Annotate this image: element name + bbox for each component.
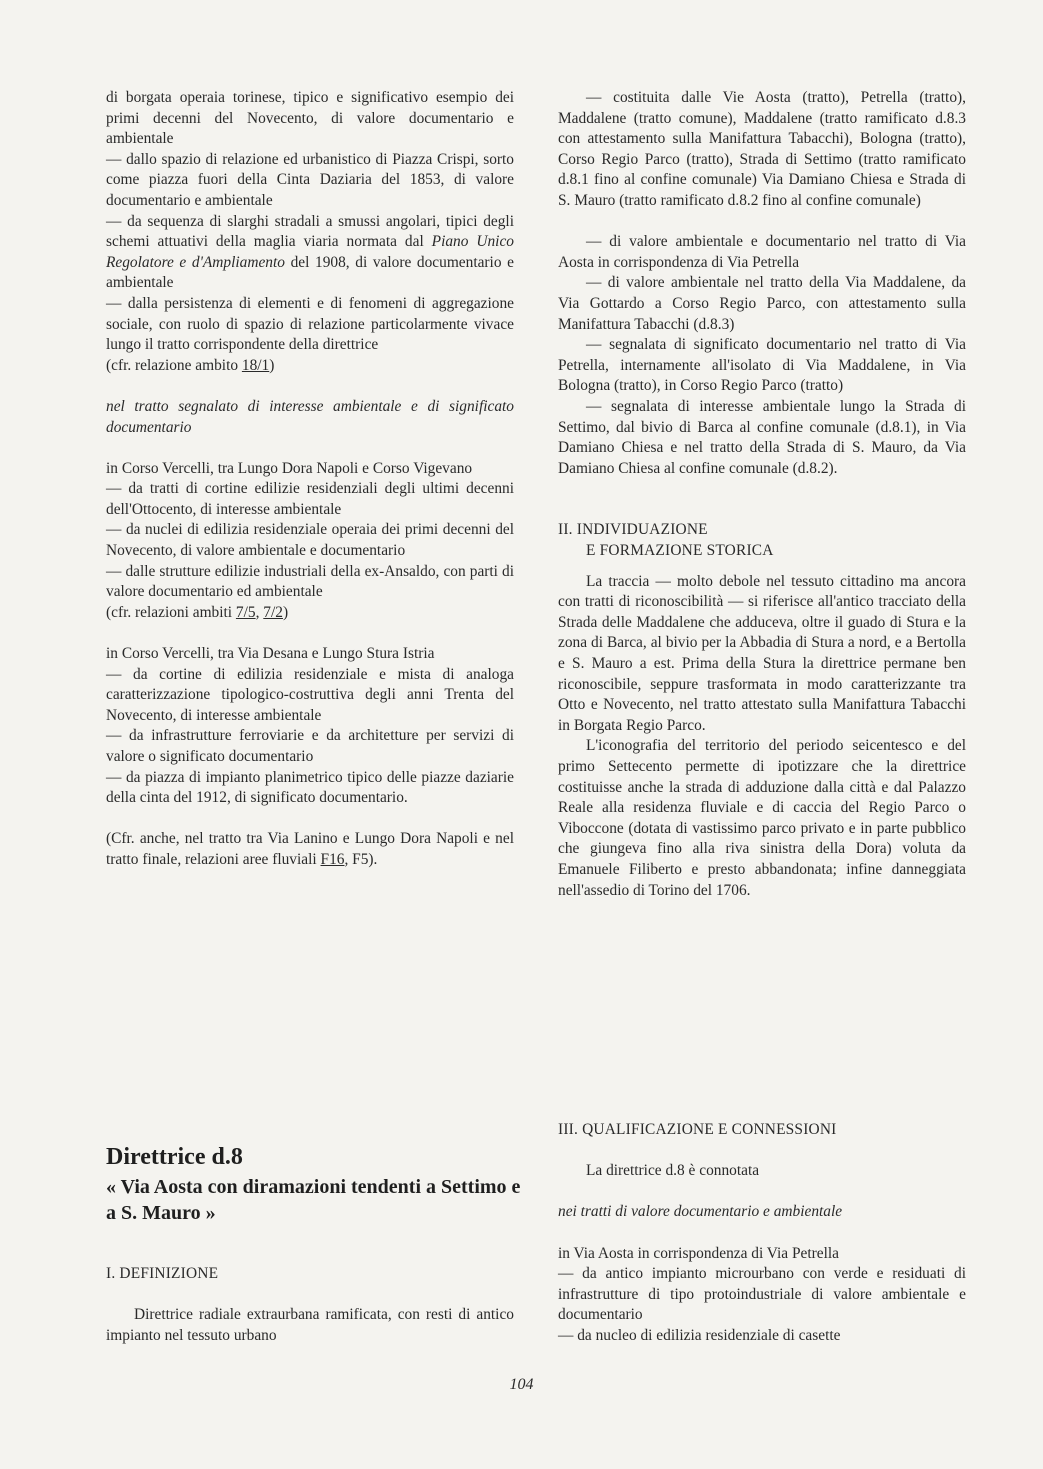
paragraph: in Corso Vercelli, tra Via Desana e Lungo Stura Istria: [106, 645, 435, 663]
page-number: 104: [509, 1376, 534, 1393]
paragraph: — dallo spazio di relazione ed urbanistico di Piazza Crispi, sorto come piazza fuori della Cinta Daziaria del 1853, di valore documentario e ambientale: [106, 150, 514, 209]
plan-title-italic: Piano Unico Regolatore e d'Ampliamento: [106, 233, 514, 271]
paragraph: — da piazza di impianto planimetrico tipico delle piazze daziarie della cinta del 1912, di significato documentario.: [106, 768, 514, 807]
paragraph: — da nuclei di edilizia residenziale operaia dei primi decenni del Novecento, di valore ambientale e documentario: [106, 521, 514, 560]
reference-link: 7/5: [235, 603, 256, 621]
paragraph: La traccia — molto debole nel tessuto cittadino ma ancora con tratti di riconoscibilità — si riferisce all'antico tracciato della Strada delle Maddalene che adduceva, oltre il guado di Stura e la zona di Barca, al bivio per la Abbadia di Stura a nord, e a Bertolla e S. Mauro a est. Prima della Stura la direttrice permane ben riconoscibile, seppure trasformata in modo caratterizzante tra Otto e Novecento, nel tratto attestato sulla Manifattura Tabacchi in Borgata Regio Parco.: [558, 572, 966, 734]
paragraph: L'iconografia del territorio del periodo seicentesco e del primo Settecento permette di ipotizzare che la direttrice costituisse anche la strada di adduzione dalla città e dal Palazzo Reale alla residenza fluviale e di caccia del Regio Parco o Viboccone (dotata di vastissimo parco privato e in parte pubblico che giungeva fino alla riva sinistra della Dora) voluta da Emanuele Filiberto e presto abbandonata; infine danneggiata nell'assedio di Torino del 1706.: [558, 737, 966, 899]
paragraph: — segnalata di significato documentario nel tratto di Via Petrella, internamente all'isolato di Via Maddalene, in Via Bologna (tratto), in Corso Regio Parco (tratto): [558, 336, 966, 395]
paragraph: — da cortine di edilizia residenziale e mista di analoga caratterizzazione tipologico-costruttiva degli anni Trenta del Novecento, di interesse ambientale: [106, 665, 514, 724]
paragraph: — da tratti di cortine edilizie residenziali degli ultimi decenni dell'Ottocento, di interesse ambientale: [106, 480, 514, 518]
paragraph: di borgata operaia torinese, tipico e significativo esempio dei primi decenni del Novecento, di valore documentario e ambientale: [106, 89, 514, 148]
reference-link: F16: [320, 850, 345, 868]
reference-note: (Cfr. anche, nel tratto tra Via Lanino e Lungo Dora Napoli e nel tratto finale, relazioni aree fluviali F16, F5).: [106, 830, 514, 868]
paragraph: Direttrice radiale extraurbana ramificata, con resti di antico impianto nel tessuto urbano: [106, 1306, 514, 1344]
paragraph: — di valore ambientale e documentario nel tratto di Via Aosta in corrispondenza di Via Petrella: [558, 233, 966, 271]
section-heading: III. QUALIFICAZIONE E CONNESSIONI: [558, 1121, 837, 1138]
left-column: [106, 88, 514, 871]
definition-section: [106, 1264, 514, 1346]
paragraph: La direttrice d.8 è connotata: [586, 1162, 760, 1180]
paragraph: in Corso Vercelli, tra Lungo Dora Napoli e Corso Vigevano: [106, 459, 473, 477]
paragraph: — da antico impianto microurbano con verde e residuati di infrastrutture di tipo protoindustriale di valore ambientale e documentario: [558, 1265, 966, 1324]
qualification-section: [558, 1120, 966, 1347]
paragraph: — dalla persistenza di elementi e di fenomeni di aggregazione sociale, con ruolo di spazio di relazione particolarmente vivace lungo il tratto corrispondente della direttrice: [106, 294, 514, 354]
reference-note: (cfr. relazioni ambiti 7/5, 7/2): [106, 603, 289, 621]
paragraph: — da infrastrutture ferroviarie e da architetture per servizi di valore o significato documentario: [106, 727, 514, 765]
italic-subheading: nel tratto segnalato di interesse ambientale e di significato documentario: [106, 397, 514, 436]
paragraph: — di valore ambientale nel tratto della Via Maddalene, da Via Gottardo a Corso Regio Parco, con attestamento sulla Manifattura Tabacchi (d.8.3): [558, 274, 966, 333]
section-heading: II. INDIVIDUAZIONE E FORMAZIONE STORICA: [558, 521, 774, 560]
paragraph: — costituita dalle Vie Aosta (tratto), Petrella (tratto), Maddalene (tratto comune), Maddalene (tratto ramificato d.8.3 con attestamento sulla Manifattura Tabacchi), Bologna (tratto), Corso Regio Parco (tratto), Strada di Settimo (tratto ramificato d.8.1 fino al confine comunale) Via Damiano Chiesa e Strada di S. Mauro (tratto ramificato d.8.2 fino al confine comunale): [558, 89, 966, 209]
paragraph: — segnalata di interesse ambientale lungo la Strada di Settimo, dal bivio di Barca al confine comunale (d.8.1), in Via Damiano Chiesa e nel tratto della Strada di S. Mauro, da Via Damiano Chiesa al confine comunale (d.8.2).: [558, 397, 966, 477]
paragraph: — da sequenza di slarghi stradali a smussi angolari, tipici degli schemi attuativi della maglia viaria normata dal Piano Unico Regolatore e d'Ampliamento del 1908, di valore documentario e ambientale: [106, 212, 514, 292]
right-column: [558, 88, 966, 901]
section-subtitle: « Via Aosta con diramazioni tendenti a Settimo e a S. Mauro »: [106, 1176, 521, 1224]
reference-link: 7/2: [263, 603, 283, 621]
paragraph: — da nucleo di edilizia residenziale di casette: [558, 1326, 841, 1344]
italic-subheading: nei tratti di valore documentario e ambientale: [558, 1203, 843, 1221]
paragraph: in Via Aosta in corrispondenza di Via Petrella: [558, 1244, 839, 1262]
reference-note: (cfr. relazione ambito 18/1): [106, 356, 275, 374]
section-heading: I. DEFINIZIONE: [106, 1265, 219, 1282]
reference-link: 18/1: [241, 356, 270, 374]
section-title: Direttrice d.8: [106, 1144, 243, 1170]
paragraph: — dalle strutture edilizie industriali della ex-Ansaldo, con parti di valore documentario ed ambientale: [106, 562, 514, 601]
